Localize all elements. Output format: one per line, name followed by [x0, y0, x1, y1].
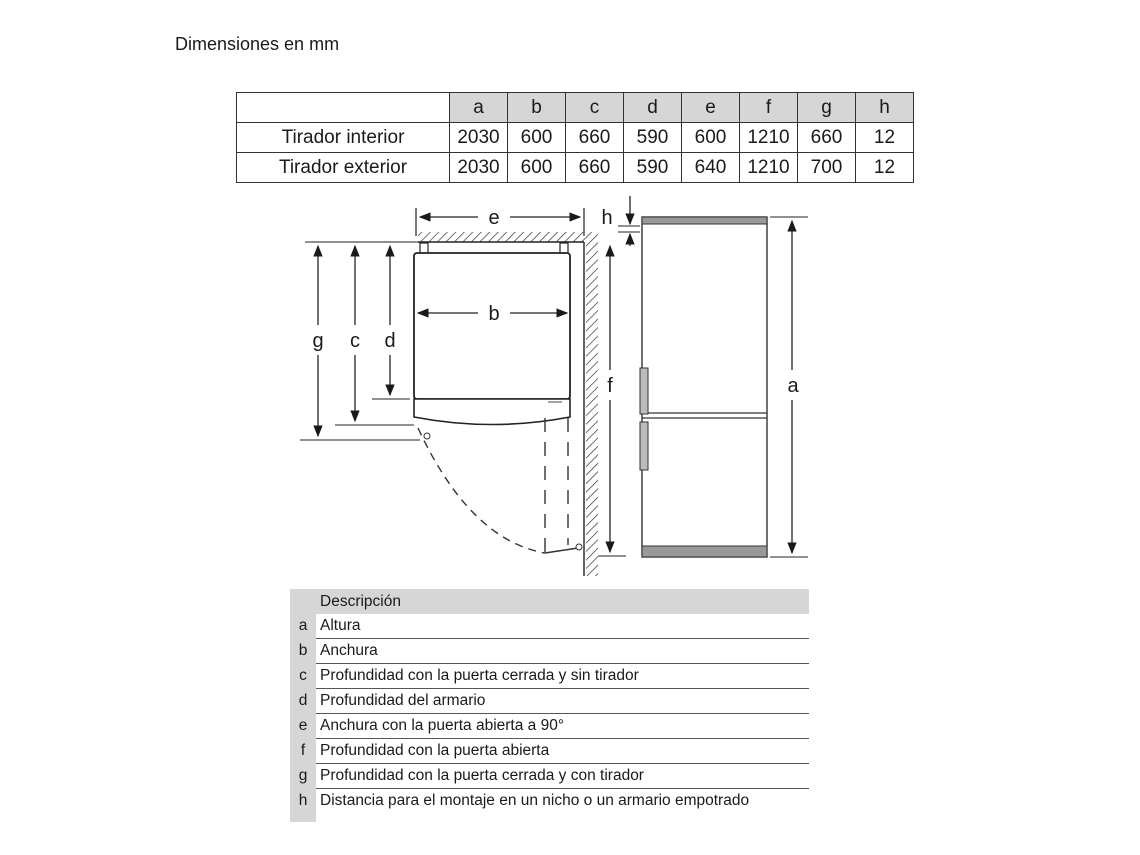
label-h: h	[601, 207, 613, 229]
table-cell: 12	[856, 123, 914, 153]
column-header-c: c	[566, 93, 624, 123]
label-d: d	[384, 330, 396, 352]
page-title: Dimensiones en mm	[175, 34, 340, 54]
column-header-b: b	[508, 93, 566, 123]
list-item	[290, 664, 809, 689]
list-item	[290, 739, 809, 764]
table-cell: 600	[508, 123, 566, 153]
row-label: Tirador interior	[237, 123, 450, 153]
table-cell: 640	[682, 153, 740, 183]
table-cell: 12	[856, 153, 914, 183]
legend-description: Anchura con la puerta abierta a 90°	[320, 717, 565, 734]
legend-key: b	[290, 639, 316, 664]
label-f: f	[607, 375, 613, 397]
column-header-e: e	[682, 93, 740, 123]
table-cell: 590	[624, 123, 682, 153]
dimension-e	[416, 207, 584, 236]
legend-description: Profundidad con la puerta cerrada y sin tirador	[320, 667, 639, 684]
legend-header	[316, 589, 809, 614]
list-item	[290, 639, 809, 664]
table-cell: 590	[624, 153, 682, 183]
list-item	[290, 789, 809, 813]
legend-key: f	[290, 739, 316, 764]
legend-description: Profundidad del armario	[320, 692, 486, 709]
legend-header-label: Descripción	[320, 593, 401, 610]
legend-description: Anchura	[320, 642, 378, 659]
legend-description: Profundidad con la puerta abierta	[320, 742, 550, 759]
legend-key: a	[290, 614, 316, 639]
list-item	[290, 714, 809, 739]
table-cell: 600	[508, 153, 566, 183]
label-e: e	[488, 207, 500, 229]
legend-description: Distancia para el montaje en un nicho o un armario empotrado	[320, 792, 750, 809]
table-cell: 660	[566, 123, 624, 153]
label-c: c	[350, 330, 360, 352]
legend-key: h	[290, 789, 316, 814]
column-header-g: g	[798, 93, 856, 123]
dimension-h	[601, 196, 640, 246]
label-a: a	[787, 375, 799, 397]
dimension-d	[372, 246, 410, 399]
dimension-g	[300, 242, 420, 440]
label-g: g	[312, 330, 324, 352]
column-header-a: a	[450, 93, 508, 123]
list-item	[290, 689, 809, 714]
list-item	[290, 764, 809, 789]
legend-key: d	[290, 689, 316, 714]
column-header-f: f	[740, 93, 798, 123]
table-cell: 2030	[450, 153, 508, 183]
row-label: Tirador exterior	[237, 153, 450, 183]
fridge-top-view	[414, 243, 582, 553]
dimension-c	[335, 246, 414, 425]
table-cell: 1210	[740, 153, 798, 183]
table-cell: 700	[798, 153, 856, 183]
table-cell: 660	[566, 153, 624, 183]
list-item	[290, 614, 809, 639]
legend-key: e	[290, 714, 316, 739]
dimension-a	[770, 217, 808, 557]
legend-description: Altura	[320, 617, 361, 634]
legend-key: g	[290, 764, 316, 789]
label-b: b	[488, 303, 500, 325]
dimension-f	[598, 246, 626, 556]
column-header-d: d	[624, 93, 682, 123]
fridge-side-view	[640, 217, 767, 557]
table-cell: 660	[798, 123, 856, 153]
legend-description: Profundidad con la puerta cerrada y con tirador	[320, 767, 644, 784]
table-cell: 600	[682, 123, 740, 153]
table-cell: 1210	[740, 123, 798, 153]
legend-key: c	[290, 664, 316, 689]
table-cell: 2030	[450, 123, 508, 153]
column-header-h: h	[856, 93, 914, 123]
